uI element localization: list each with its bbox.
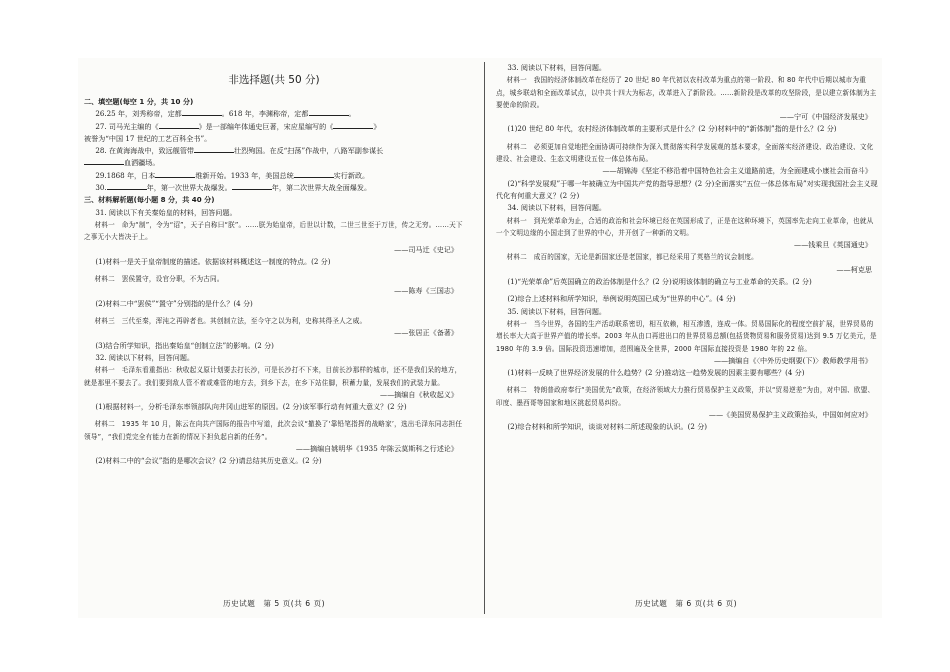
material-source: ——摘编自姚明华《1935 年陈云莫斯科之行述论》 (295, 444, 458, 454)
sub-question: (3)结合所学知识，指出秦始皇“创制立法”的影响。(2 分) (95, 340, 274, 350)
question-26: 26.25 年，刘秀称帝，定都 。618 年，李渊称帝，定都 。 (95, 109, 356, 119)
material-source: ——钱乘旦《英国通史》 (793, 240, 872, 250)
sub-question: (1)根据材料一，分析毛泽东率领部队向井冈山进军的原因。(2 分)该军事行动有何重大意义？(2 分) (95, 402, 407, 412)
material-source: ——摘编自《〈中外历史纲要(下)〉教师教学用书》 (713, 355, 872, 365)
sub-question: (1)材料一是关于皇帝制度的描述。依据该材料概述这一制度的特点。(2 分) (95, 256, 331, 266)
material: 材料二 成百的国家，无论是新国家还是老国家，都已经采用了英格兰的议会制度。 (506, 253, 758, 262)
question-34-intro: 34. 阅读以下材料，回答问题。 (507, 203, 607, 213)
sub-question: (1)材料一反映了世界经济发展的什么趋势？(2 分)推动这一趋势发展的因素主要有哪些？(4 分) (507, 368, 805, 378)
material-source: ——宁可《中国经济发展史》 (779, 112, 872, 122)
answer-blank[interactable] (155, 170, 195, 178)
page-footer: 历史试题 第 6 页(共 6 页) (634, 599, 738, 608)
answer-blank[interactable] (107, 182, 147, 190)
material-source: ——《美国贸易保护主义政策抬头，中国如何应对》 (708, 410, 872, 420)
answer-blank[interactable] (333, 121, 373, 129)
material: 材料二 特朗普政府奉行“美国优先”政策，在经济领域大力推行贸易保护主义政策，并以“贸易逆差”为由，对中国、欧盟、印度、墨西哥等国家和地区挑起贸易纠纷。 (496, 386, 875, 407)
question-28: 28. 在黄海海战中，致远舰管带 壮烈殉国。在反“扫荡”作战中，八路军副参谋长 血洒疆场。 (84, 145, 464, 170)
material-source: ——陈寿《三国志》 (394, 286, 458, 296)
material-source: ——张居正《备著》 (394, 328, 458, 338)
material: 材料二 1935 年 10 月，陈云在向共产国际的报告中写道，此次会议“撤换了‘靠铅笔指挥的战略家’，选出毛泽东同志担任领导”，“我们党完全有能力在新的情况下担负起自新的任务”。 (84, 420, 463, 441)
sub-question: (2)综合材料和所学知识，谈谈对材料二所述现象的认识。(2 分) (507, 422, 708, 432)
material: 材料一 当今世界，各国的生产活动联系密切，相互依赖，相互渗透，连成一体。贸易国际化的程度空前扩展，世界贸易的增长率大大高于世界产值的增长率。2003 年从由口再进出口的世界贸易总额(包括货物贸易和服务贸易)达到 9.5 万亿美元，是 1980 年的 3.9 倍。国际投资迅速增加，范围遍及全世界，2000 年国际直接投资是 1980 年的 22 倍。 (496, 319, 877, 353)
material-source: ——摘编自《秋收起义》 (379, 389, 458, 399)
sub-question: (2)材料二中“罢侯”“置守”分别指的是什么？(4 分) (95, 298, 253, 308)
exam-sheet (78, 58, 882, 618)
page-footer: 历史试题 第 5 页(共 6 页) (222, 599, 326, 608)
page-5 (78, 58, 470, 618)
material-source: ——胡锦涛《坚定不移沿着中国特色社会主义道路前进，为全面建成小康社会而奋斗》 (602, 166, 872, 176)
material: 材料一 我国的经济体制改革在经历了 20 世纪 80 年代初以农村改革为重点的第一阶段、和 80 年代中后期以城市为重点，城乡联动和全面改革试点，以中共十四大为标志，改革进入了新阶段。……新阶段是改革的攻坚阶段，是以建立新体制为主要使命的阶段。 (496, 76, 877, 109)
question-33-intro: 33. 阅读以下材料，回答问题。 (507, 63, 607, 72)
page-6 (490, 58, 882, 618)
section-material-analysis: 三、材料解析题(每小题 8 分，共 40 分) (84, 195, 215, 205)
sub-question: (2)“科学发展观”于哪一年被确立为中国共产党的指导思想？(2 分)全面落实“五位一体总体布局”对实现我国社会主义现代化有何重大意义？(2 分) (496, 178, 878, 200)
question-29: 29.1868 年，日本 维新开始。1933 年，美国总统 实行新政。 (95, 170, 370, 180)
answer-blank[interactable] (182, 108, 222, 116)
question-27-cont: 被誉为“中国 17 世纪的工艺百科全书”。 (84, 133, 212, 143)
sub-question: (1)20 世纪 80 年代，农村经济体制改革的主要形式是什么？(2 分)材料中的“新体制”指的是什么？(2 分) (507, 124, 837, 134)
sub-question: (1)“光荣革命”后英国确立的政治体制是什么？(2 分)说明该体制的确立与工业革命的关系。(2 分) (507, 277, 812, 287)
column-divider (484, 62, 485, 614)
question-31-intro: 31. 阅读以下有关秦始皇的材料，回答问题。 (95, 207, 237, 217)
answer-blank[interactable] (159, 121, 199, 129)
section-title: 非选择题(共 50 分) (228, 74, 320, 86)
question-27: 27. 司马光主编的《 》是一部编年体通史巨著，宋应星编写的《 》 (95, 121, 381, 131)
material: 材料一 毛泽东看重指出：秋收起义原计划要去打长沙，可是长沙打不下来，目前长沙那样的城市，还不是我们呆的地方，就是那里不要去了。我们要到敌人管不着或难管的地方去，到乡下去，在乡下站住脚，积蓄力量，发展我们的武装力量。 (84, 366, 462, 387)
material: 材料二 罢侯置守，设官分职，不为古同。 (94, 275, 224, 284)
question-35-intro: 35. 阅读以下材料，回答问题。 (507, 306, 607, 316)
material: 材料三 三代至秦，浑沌之再辟者也。其创制立法，至今守之以为利，史称其得圣人之威。 (94, 317, 367, 326)
material-source: ——司马迁《史记》 (394, 244, 458, 254)
sub-question: (2)材料二中的“会议”指的是哪次会议？(2 分)请总结其历史意义。(2 分) (95, 456, 322, 466)
sub-question: (2)综合上述材料和所学知识，举例说明英国已成为“世界的中心”。(4 分) (507, 294, 736, 304)
material: 材料一 命为“制”，令为“诏”，天子自称曰“朕”。……朕为始皇帝，后世以计数，二世三世至于万世，传之无穷。……天下之事无小大皆决于上。 (84, 220, 463, 242)
answer-blank[interactable] (232, 182, 272, 190)
answer-blank[interactable] (309, 108, 349, 116)
answer-blank[interactable] (294, 170, 334, 178)
material-source: ——柯克思 (836, 264, 872, 274)
question-30: 30. 年，第一次世界大战爆发。 年，第二次世界大战全面爆发。 (95, 183, 372, 193)
answer-blank[interactable] (194, 145, 234, 153)
section-fill-in: 二、填空题(每空 1 分，共 10 分) (84, 97, 194, 106)
material: 材料二 必须更加自觉地把全面协调可持续作为深入贯彻落实科学发展观的基本要求，全面落实经济建设、政治建设、文化建设、社会建设、生态文明建设五位一体总体布局。 (496, 142, 874, 164)
material: 材料一 到光荣革命为止，合适的政治和社会环境已经在英国形成了，正是在这种环境下，英国率先走向工业革命，也就从一个文明边缘的小国走到了世界的中心，并开创了一种新的文明。 (496, 216, 874, 237)
answer-blank[interactable] (84, 157, 124, 165)
question-32-intro: 32. 阅读以下材料，回答问题。 (95, 352, 195, 362)
